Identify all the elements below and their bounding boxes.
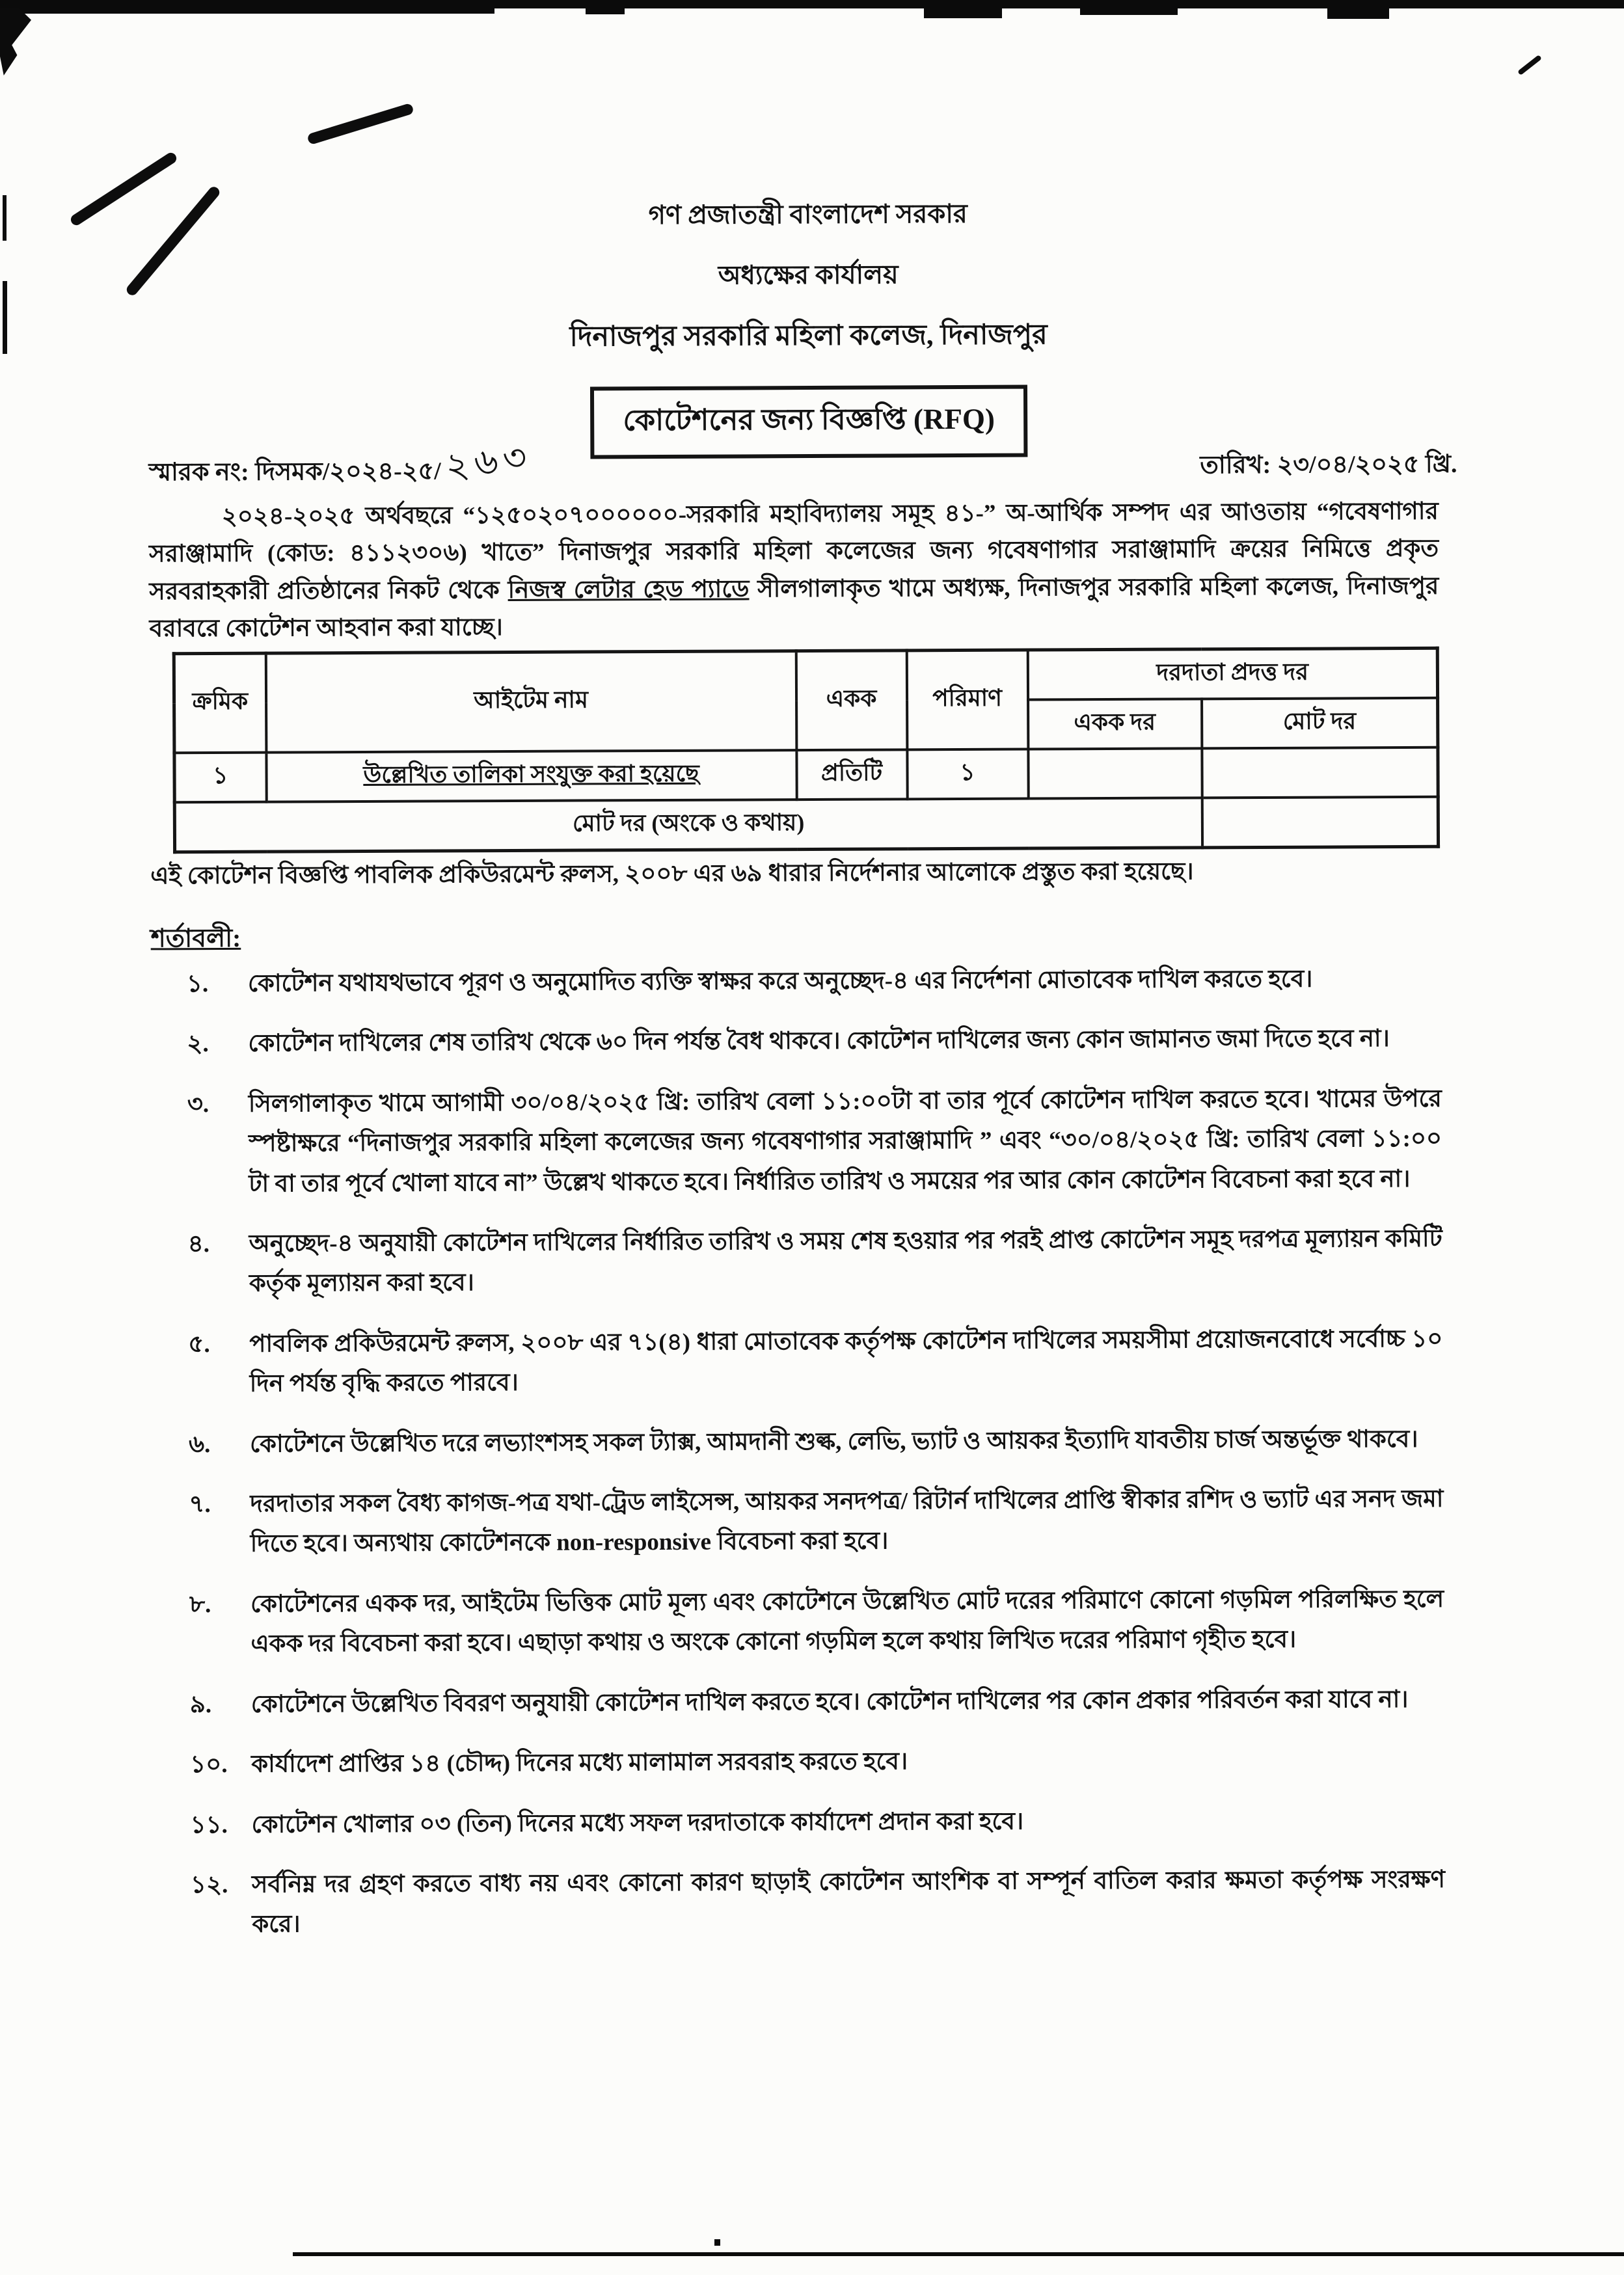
cell-total-rate-blank — [1202, 747, 1438, 798]
col-header-serial: ক্রমিক — [174, 653, 266, 753]
memo-row — [148, 435, 1457, 495]
cell-grand-total-blank — [1202, 797, 1438, 848]
term-text: কোটেশনে উল্লেখিত দরে লভ্যাংশসহ সকল ট্যাক্স, আমদানী শুল্ক, লেভি, ভ্যাট ও আয়কর ইত্যাদি যাবতীয় চার্জ অন্তর্ভূক্ত থাকবে। — [249, 1425, 1418, 1458]
table-header-row — [174, 648, 1437, 703]
term-number: ১. — [186, 971, 209, 998]
term-number: ১১. — [190, 1811, 228, 1838]
col-header-qty: পরিমাণ — [906, 650, 1028, 749]
quotation-table — [172, 647, 1440, 854]
term-number: ৮. — [189, 1591, 211, 1619]
term-number: ৫. — [188, 1330, 210, 1358]
institution-line: দিনাজপুর সরকারি মহিলা কলেজ, দিনাজপুর — [569, 319, 1048, 353]
terms-list — [187, 959, 1446, 1965]
cell-qty: ১ — [907, 749, 1028, 800]
term-item — [188, 1319, 1443, 1405]
term-number: ৪. — [187, 1231, 210, 1258]
term-number: ৭. — [189, 1491, 211, 1518]
memo-number — [148, 435, 535, 495]
memo-label: স্মারক নং: দিসমক/২০২৪-২৫/ — [148, 457, 441, 487]
term-item — [191, 1860, 1446, 1945]
cell-serial: ১ — [174, 753, 266, 803]
procurement-rules-note: এই কোটেশন বিজ্ঞপ্তি পাবলিক প্রকিউরমেন্ট রুলস, ২০০৮ এর ৬৯ ধারার নির্দেশনার আলোকে প্রস্তুত করা হয়েছে। — [150, 858, 1194, 890]
term-item — [187, 1079, 1442, 1205]
office-line: অধ্যক্ষের কার্যালয় — [718, 260, 899, 290]
memo-date: তারিখ: ২৩/০৪/২০২৫ খ্রি. — [1200, 450, 1457, 479]
memo-number-handwritten: ২৬৩ — [443, 435, 535, 489]
col-header-total-rate: মোট দর — [1202, 698, 1438, 749]
term-text: অনুচ্ছেদ-৪ অনুযায়ী কোটেশন দাখিলের নির্ধারিত তারিখ ও সময় শেষ হওয়ার পর পরই প্রাপ্ত কোটেশন সমূহ দরপত্র মূল্যায়ন কমিটি কর্তৃক মূল্যায়ন করা হবে। — [249, 1225, 1442, 1298]
term-item — [189, 1419, 1443, 1464]
intro-emphasized-phrase: নিজস্ব লেটার হেড প্যাডে — [508, 576, 750, 604]
col-header-unit-rate: একক দর — [1028, 699, 1202, 749]
term-item — [190, 1740, 1444, 1785]
table-footer-row — [174, 797, 1438, 852]
col-header-bidder-rate: দরদাতা প্রদত্ত দর — [1027, 648, 1437, 699]
term-text: দরদাতার সকল বৈধ্য কাগজ-পত্র যথা-ট্রেড লাইসেন্স, আয়কর সনদপত্র/ রিটার্ন দাখিলের প্রাপ্তি স্বীকার রশিদ ও ভ্যাট এর সনদ জমা দিতে হবে। অন্যথায় কোটেশনকে non-responsive বিবেচনা করা হবে। — [250, 1485, 1444, 1558]
term-number: ৬. — [188, 1431, 211, 1458]
term-number: ১২. — [190, 1871, 228, 1899]
term-text: সিলগালাকৃত খামে আগামী ৩০/০৪/২০২৫ খ্রি: তারিখ বেলা ১১:০০টা বা তার পূর্বে কোটেশন দাখিল করতে হবে। খামের উপরে স্পষ্টাক্ষরে “দিনাজপুর সরকারি মহিলা কলেজের জন্য গবেষণাগার সরাঞ্জামাদি ” এবং “৩০/০৪/২০২৫ খ্রি: তারিখ বেলা ১১:০০ টা বা তার পূর্বে খোলা যাবে না” উল্লেখ থাকতে হবে। নির্ধারিত তারিখ ও সময়ের পর আর কোন কোটেশন বিবেচনা করা হবে না। — [248, 1085, 1442, 1198]
term-number: ৯. — [189, 1691, 212, 1718]
cell-unit: প্রতিটি — [796, 749, 907, 800]
intro-paragraph — [149, 493, 1439, 648]
notice-title-box: কোটেশনের জন্য বিজ্ঞপ্তি (RFQ) — [590, 385, 1027, 459]
col-header-item: আইটেম নাম — [265, 651, 796, 753]
cell-unit-rate-blank — [1028, 748, 1202, 798]
government-line: গণ প্রজাতন্ত্রী বাংলাদেশ সরকার — [648, 198, 968, 230]
term-item — [187, 959, 1441, 1004]
term-number: ৩. — [187, 1090, 210, 1118]
term-text: কোটেশনের একক দর, আইটেম ভিত্তিক মোট মূল্য এবং কোটেশনে উল্লেখিত মোট দরের পরিমাণে কোনো গড়মিল পরিলক্ষিত হলে একক দর বিবেচনা করা হবে। এছাড়া কথায় ও অংকে কোনো গড়মিল হলে কথায় লিখিত দরের পরিমাণ গৃহীত হবে। — [250, 1585, 1444, 1658]
table-row — [174, 747, 1438, 802]
term-item — [187, 1019, 1441, 1064]
term-text: কোটেশন খোলার ০৩ (তিন) দিনের মধ্যে সফল দরদাতাকে কার্যাদেশ প্রদান করা হবে। — [251, 1808, 1024, 1838]
term-item — [190, 1679, 1444, 1725]
col-header-unit: একক — [796, 651, 907, 750]
term-text: কার্যাদেশ প্রাপ্তির ১৪ (চৌদ্দ) দিনের মধ্যে মালামাল সরবরাহ করতে হবে। — [251, 1748, 908, 1778]
term-item — [189, 1580, 1444, 1665]
term-number: ২. — [187, 1030, 209, 1058]
term-text: সর্বনিম্ন দর গ্রহণ করতে বাধ্য নয় এবং কোনো কারণ ছাড়াই কোটেশন আংশিক বা সম্পূর্ন বাতিল করার ক্ষমতা কর্তৃপক্ষ সংরক্ষণ করে। — [251, 1866, 1446, 1939]
terms-heading: শর্তাবলী: — [150, 924, 241, 953]
term-text: কোটেশন দাখিলের শেষ তারিখ থেকে ৬০ দিন পর্যন্ত বৈধ থাকবে। কোটেশন দাখিলের জন্য কোন জামানত জমা দিতে হবে না। — [248, 1025, 1390, 1058]
cell-item: উল্লেখিত তালিকা সংযুক্ত করা হয়েছে — [266, 750, 796, 802]
term-text: কোটেশন যথাযথভাবে পূরণ ও অনুমোদিত ব্যক্তি স্বাক্ষর করে অনুচ্ছেদ-৪ এর নির্দেশনা মোতাবেক দাখিল করতে হবে। — [247, 965, 1313, 997]
cell-grand-total-label: মোট দর (অংকে ও কথায়) — [174, 798, 1202, 852]
term-item — [189, 1479, 1444, 1565]
term-number: ১০. — [190, 1751, 228, 1779]
intro-part1: ২০২৪-২০২৫ অর্থবছরে “১২৫০২০৭০০০০০০-সরকারি মহাবিদ্যালয় সমূহ ৪১-” অ-আর্থিক সম্পদ এর আওতায় “গবেষণাগার সরাঞ্জামাদি (কোড: ৪১১২৩০৬) খাতে” দিনাজপুর সরকারি মহিলা কলেজের জন্য গবেষণাগার সরাঞ্জামাদি ক্রয়ের নিমিত্তে প্রকৃত সরবরাহকারী প্রতিষ্ঠানের নিকট থেকে — [148, 498, 1439, 606]
term-item — [190, 1799, 1444, 1845]
term-text: পাবলিক প্রকিউরমেন্ট রুলস, ২০০৮ এর ৭১(৪) ধারা মোতাবেক কর্তৃপক্ষ কোটেশন দাখিলের সময়সীমা প্রয়োজনবোধে সর্বোচ্চ ১০ দিন পর্যন্ত বৃদ্ধি করতে পারবে। — [249, 1325, 1443, 1398]
intro-part2: সীলগালাকৃত খামে অধ্যক্ষ, দিনাজপুর সরকারি মহিলা কলেজ, দিনাজপুর বরাবরে কোটেশন আহবান করা যাচ্ছে। — [149, 572, 1439, 643]
letterhead — [0, 191, 1621, 462]
term-text: কোটেশনে উল্লেখিত বিবরণ অনুযায়ী কোটেশন দাখিল করতে হবে। কোটেশন দাখিলের পর কোন প্রকার পরিবর্তন করা যাবে না। — [250, 1686, 1409, 1718]
term-item — [188, 1219, 1443, 1304]
